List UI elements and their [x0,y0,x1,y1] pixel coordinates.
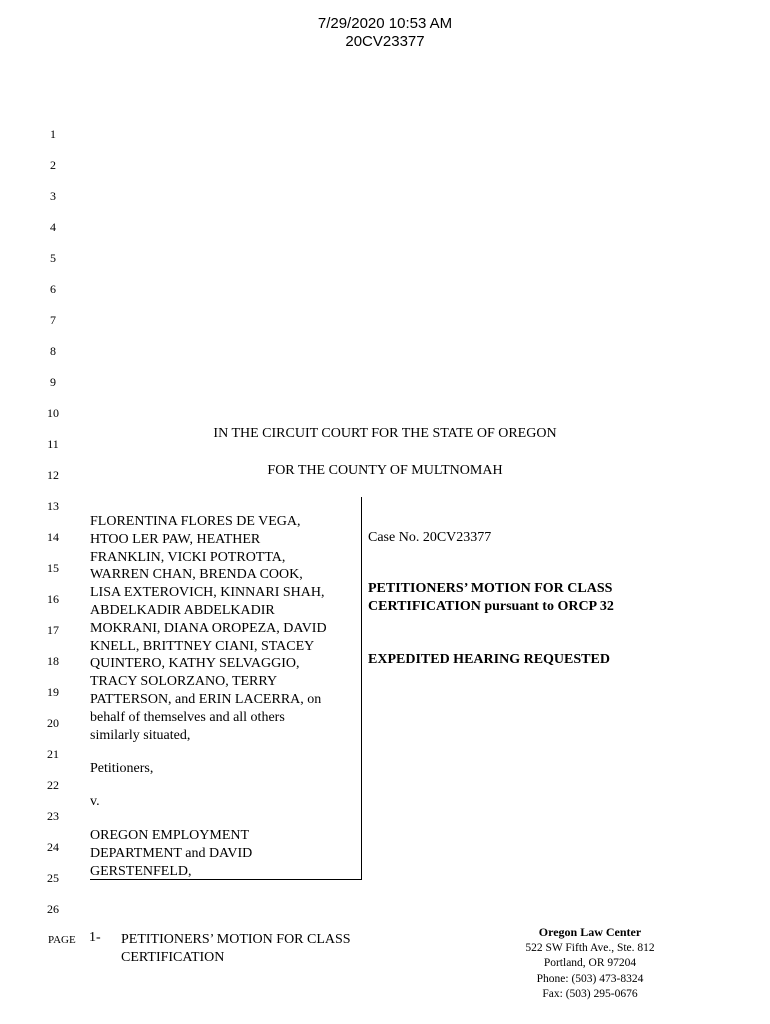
motion-title-line: CERTIFICATION pursuant to ORCP 32 [368,598,614,614]
firm-fax: Fax: (503) 295-0676 [542,988,638,1000]
caption-divider-vertical [361,497,362,880]
line-number: 21 [47,747,59,761]
page-number: 1- [89,930,101,945]
case-number: Case No. 20CV23377 [368,530,492,545]
petitioner-line: similarly situated, [90,727,191,743]
line-number: 22 [47,778,59,792]
line-number: 24 [47,840,59,854]
petitioner-line: LISA EXTEROVICH, KINNARI SHAH, [90,585,325,601]
petitioner-line: FRANKLIN, VICKI POTROTTA, [90,549,286,565]
line-number: 4 [50,220,56,234]
motion-title [368,580,614,615]
county-heading: FOR THE COUNTY OF MULTNOMAH [267,463,503,478]
versus: v. [90,794,100,810]
respondent-line: GERSTENFELD, [90,863,192,879]
petitioner-line: behalf of themselves and all others [90,709,285,725]
line-number: 15 [47,561,59,575]
firm-phone: Phone: (503) 473-8324 [536,972,644,985]
expedited-notice: EXPEDITED HEARING REQUESTED [368,652,610,667]
line-number: 11 [47,437,59,451]
line-number: 26 [47,902,59,916]
line-number: 17 [47,623,59,637]
petitioner-line: PATTERSON, and ERIN LACERRA, on [90,691,322,707]
line-number: 19 [47,685,59,699]
line-number: 18 [47,654,59,668]
line-number: 23 [47,809,59,823]
petitioner-line: HTOO LER PAW, HEATHER [90,531,261,547]
line-number: 13 [47,499,59,513]
line-number: 14 [47,530,59,544]
line-number: 2 [50,158,56,172]
filing-case-number: 20CV23377 [345,33,425,50]
firm-name: Oregon Law Center [538,925,642,939]
court-heading: IN THE CIRCUIT COURT FOR THE STATE OF OREGON [213,426,557,441]
firm-address: 522 SW Fifth Ave., Ste. 812 [525,941,655,954]
case-caption-parties [90,513,355,880]
petitioner-line: FLORENTINA FLORES DE VEGA, [90,514,301,529]
page-label: PAGE [48,934,76,946]
petitioner-line: KNELL, BRITTNEY CIANI, STACEY [90,638,315,654]
line-number: 5 [50,251,56,265]
line-number: 16 [47,592,59,606]
filing-date: 7/29/2020 10:53 AM [317,15,453,32]
line-number: 3 [50,189,56,203]
petitioner-line: WARREN CHAN, BRENDA COOK, [90,567,303,583]
line-number: 7 [50,313,56,327]
line-number: 8 [50,344,56,358]
petitioner-line: TRACY SOLORZANO, TERRY [90,674,278,690]
firm-block [500,925,680,1003]
line-number: 10 [47,406,59,420]
firm-city: Portland, OR 97204 [543,957,637,969]
motion-title-line: PETITIONERS’ MOTION FOR CLASS [368,581,613,596]
line-number: 20 [47,716,59,730]
petitioner-line: ABDELKADIR ABDELKADIR [90,602,275,618]
line-number: 6 [50,282,56,296]
line-number: 12 [47,468,59,482]
footer-title-line: PETITIONERS’ MOTION FOR CLASS [121,932,351,947]
filing-stamp [0,15,770,51]
respondent-line: DEPARTMENT and DAVID [90,845,253,861]
petitioner-line: MOKRANI, DIANA OROPEZA, DAVID [90,620,327,636]
caption-divider-horizontal [90,879,362,880]
petitioner-line: QUINTERO, KATHY SELVAGGIO, [90,656,300,672]
line-number: 25 [47,871,59,885]
footer-title-line: CERTIFICATION [121,950,225,965]
respondent-line: OREGON EMPLOYMENT [90,827,250,843]
line-number: 1 [50,127,56,141]
line-number: 9 [50,375,56,389]
footer-document-title [121,931,351,967]
petitioners-label: Petitioners, [90,761,154,777]
